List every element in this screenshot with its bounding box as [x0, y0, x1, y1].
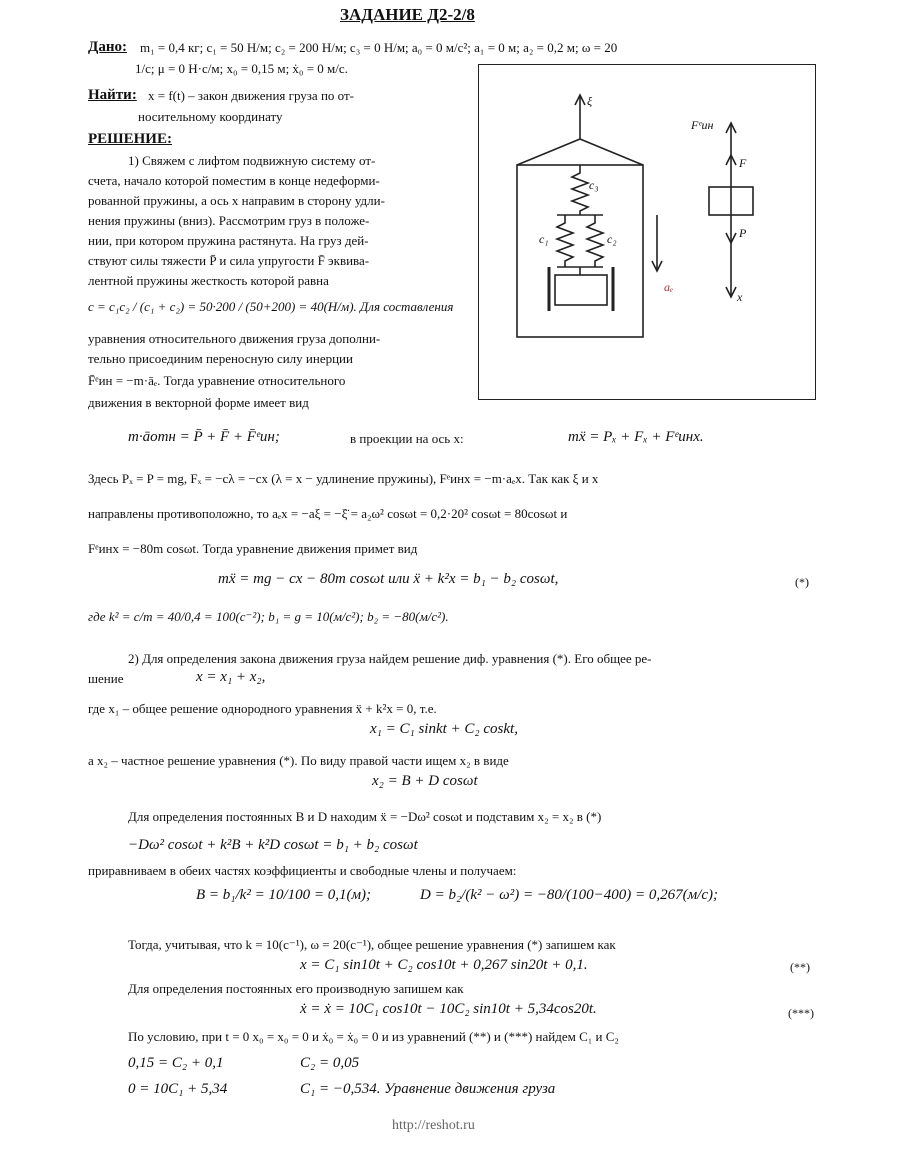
- p1-line: рованной пружины, а ось x направим в сторону удли-: [88, 193, 385, 208]
- label-F: F: [739, 156, 747, 170]
- p1-line: счета, начало которой поместим в конце недеформи-: [88, 173, 380, 188]
- derivative-intro: Для определения постоянных его производную запишем как: [128, 981, 464, 996]
- equation-tag-3: (***): [788, 1006, 814, 1020]
- p1-line: ствуют силы тяжести P̄ и сила упругости F̄ эквива-: [88, 253, 370, 268]
- forces-line: Здесь Pₓ = P = mg, Fₓ = −cλ = −cx (λ = x − удлинение пружины), Fᵉинx = −m·aₑx. Так как ξ и x: [88, 471, 599, 486]
- given-line-2: 1/с; μ = 0 Н·с/м; x₀ = 0,15 м; ẋ₀ = 0 м/с.: [135, 61, 348, 76]
- p2-line: движения в векторной форме имеет вид: [88, 395, 309, 410]
- constants-line: Для определения постоянных B и D находим ẍ = −Dω² cosωt и подставим x₂ = x₂ в (*): [128, 809, 602, 824]
- x1-line: где x₁ – общее решение однородного уравнения ẍ + k²x = 0, т.е.: [88, 701, 437, 716]
- lift-cabin: [517, 165, 643, 337]
- spring-c1: [557, 215, 573, 267]
- x-sum-equation: x = x₁ + x₂,: [196, 669, 266, 685]
- general-solution: x = C₁ sin10t + C₂ cos10t + 0,267 sin20t + 0,1.: [300, 957, 588, 973]
- p3-line-2: шение: [88, 671, 124, 686]
- conditions-line: По условию, при t = 0 x₀ = x₀ = 0 и ẋ₀ = ẋ₀ = 0 и из уравнений (**) и (***) найдем C₁ и C₂: [128, 1029, 619, 1044]
- solution-label: РЕШЕНИЕ:: [88, 131, 172, 147]
- k-line: где k² = c/m = 40/0,4 = 100(с⁻²); b₁ = g = 10(м/с²); b₂ = −80(м/с²).: [88, 609, 449, 624]
- B-equation: B = b₁/k² = 10/100 = 0,1(м);: [196, 887, 372, 903]
- label-P: P: [739, 226, 747, 240]
- x1-equation: x₁ = C₁ sinkt + C₂ coskt,: [370, 721, 518, 737]
- projection-equation: mẍ = Pₓ + Fₓ + Fᵉинx.: [568, 429, 704, 445]
- label-x: x: [737, 290, 743, 304]
- equation-tag-2: (**): [790, 960, 810, 974]
- then-line: Тогда, учитывая, что k = 10(с⁻¹), ω = 20(с⁻¹), общее решение уравнения (*) запишем как: [128, 937, 616, 952]
- p1-line: нии, при котором пружина растянута. На груз дей-: [88, 233, 369, 248]
- spring-c3: [572, 165, 588, 215]
- p1-line: лентной пружины жесткость которой равна: [88, 273, 329, 288]
- site-watermark: http://reshot.ru: [392, 1118, 475, 1133]
- x2-equation: x₂ = B + D cosωt: [372, 773, 478, 789]
- label-ae: aₑ: [664, 280, 674, 294]
- label-c3: c₃: [589, 178, 599, 192]
- given-label: Дано:: [88, 39, 127, 55]
- figure-drawing: [479, 65, 817, 401]
- p1-line: нения пружины (вниз). Рассмотрим груз в положе-: [88, 213, 370, 228]
- load-block: [555, 275, 607, 305]
- task-title: ЗАДАНИЕ Д2-2/8: [340, 5, 475, 24]
- stiffness-formula: c = c₁c₂ / (c₁ + c₂) = 50·200 / (50+200) = 40(Н/м). Для составления: [88, 299, 454, 314]
- spring-c2: [587, 215, 603, 267]
- c2-equation-left: 0,15 = C₂ + 0,1: [128, 1055, 224, 1071]
- label-c1: c₁: [539, 232, 549, 246]
- find-line-1: x = f(t) – закон движения груза по от-: [148, 88, 354, 103]
- label-c2: c₂: [607, 232, 617, 246]
- cabin-roof: [517, 139, 643, 165]
- derivative-equation: ẋ = ẋ = 10C₁ cos10t − 10C₂ sin10t + 5,34cos20t.: [300, 1001, 597, 1017]
- c1-equation-right: C₁ = −0,534. Уравнение движения груза: [300, 1081, 556, 1097]
- c2-equation-right: C₂ = 0,05: [300, 1055, 360, 1071]
- p2-line: F̄ᵉин = −m·āₑ. Тогда уравнение относительного: [88, 373, 346, 388]
- equate-line: приравниваем в обеих частях коэффициенты и свободные члены и получаем:: [88, 863, 517, 878]
- x2-line: а x₂ – частное решение уравнения (*). По виду правой части ищем x₂ в виде: [88, 753, 509, 768]
- projection-label: в проекции на ось x:: [350, 431, 464, 446]
- inertia-line: Fᵉинx = −80m cosωt. Тогда уравнение движения примет вид: [88, 541, 418, 556]
- mechanism-figure: [478, 64, 816, 400]
- vector-equation: m·āотн = P̄ + F̄ + F̄ᵉин;: [128, 429, 280, 445]
- c1-equation-left: 0 = 10C₁ + 5,34: [128, 1081, 228, 1097]
- p3-line-1: 2) Для определения закона движения груза найдем решение диф. уравнения (*). Его общее ре-: [128, 651, 652, 666]
- p2-line: уравнения относительного движения груза дополни-: [88, 331, 381, 346]
- motion-equation: mẍ = mg − cx − 80m cosωt или ẍ + k²x = b₁ − b₂ cosωt,: [218, 571, 559, 587]
- label-fin: Fᵉин: [691, 118, 714, 132]
- label-xi: ξ: [587, 94, 593, 108]
- substitution-equation: −Dω² cosωt + k²B + k²D cosωt = b₁ + b₂ cosωt: [128, 837, 418, 853]
- equation-tag-1: (*): [795, 575, 809, 589]
- find-line-2: носительному координату: [138, 109, 283, 124]
- find-label: Найти:: [88, 87, 137, 103]
- p2-line: тельно присоединим переносную силу инерции: [88, 351, 353, 366]
- given-line-1: m₁ = 0,4 кг; c₁ = 50 Н/м; c₂ = 200 Н/м; c₃ = 0 Н/м; a₀ = 0 м/с²; a₁ = 0 м; a₂ = 0,2 м; ω = 20: [140, 40, 618, 55]
- D-equation: D = b₂/(k² − ω²) = −80/(100−400) = 0,267(м/с);: [420, 887, 718, 903]
- p1-line: 1) Свяжем с лифтом подвижную систему от-: [128, 153, 376, 168]
- acceleration-line: направлены противоположно, то aₑx = −aξ = −ξ̈ = a₂ω² cosωt = 0,2·20² cosωt = 80cosωt и: [88, 506, 568, 521]
